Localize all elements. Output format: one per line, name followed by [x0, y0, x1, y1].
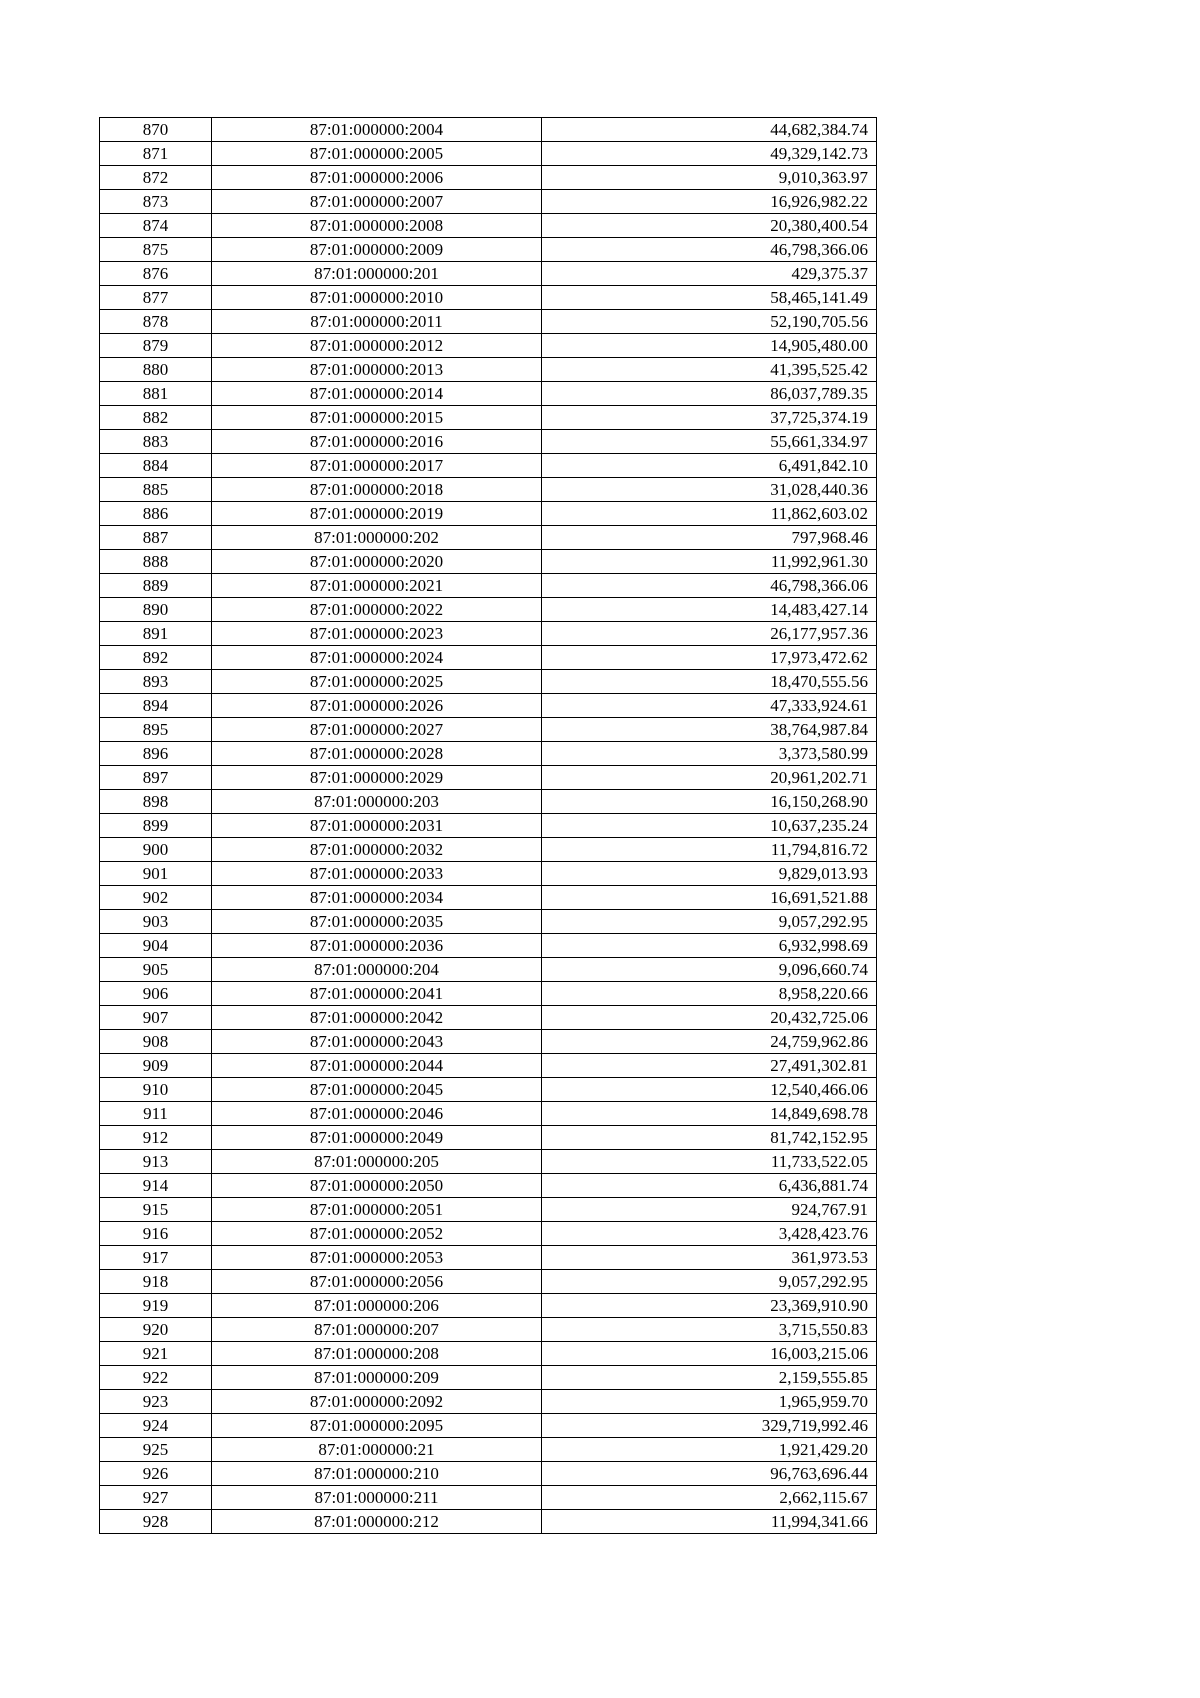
table-row: [100, 694, 877, 718]
amount-cell: 361,973.53: [542, 1246, 877, 1270]
row-number-cell: 920: [100, 1318, 212, 1342]
row-number-cell: 928: [100, 1510, 212, 1534]
cadastral-number-cell: 87:01:000000:2036: [212, 934, 542, 958]
amount-cell: 329,719,992.46: [542, 1414, 877, 1438]
amount-cell: 55,661,334.97: [542, 430, 877, 454]
table-row: [100, 550, 877, 574]
cadastral-number-cell: 87:01:000000:2014: [212, 382, 542, 406]
row-number-cell: 917: [100, 1246, 212, 1270]
cadastral-number-cell: 87:01:000000:201: [212, 262, 542, 286]
amount-cell: 2,662,115.67: [542, 1486, 877, 1510]
row-number-cell: 890: [100, 598, 212, 622]
cadastral-number-cell: 87:01:000000:211: [212, 1486, 542, 1510]
cadastral-number-cell: 87:01:000000:2013: [212, 358, 542, 382]
table-row: [100, 622, 877, 646]
amount-cell: 6,932,998.69: [542, 934, 877, 958]
row-number-cell: 921: [100, 1342, 212, 1366]
row-number-cell: 903: [100, 910, 212, 934]
amount-cell: 3,428,423.76: [542, 1222, 877, 1246]
row-number-cell: 926: [100, 1462, 212, 1486]
cadastral-number-cell: 87:01:000000:2033: [212, 862, 542, 886]
table-row: [100, 1198, 877, 1222]
amount-cell: 24,759,962.86: [542, 1030, 877, 1054]
row-number-cell: 881: [100, 382, 212, 406]
table-row: [100, 1270, 877, 1294]
table-row: [100, 1006, 877, 1030]
table-row: [100, 1318, 877, 1342]
table-row: [100, 214, 877, 238]
table-row: [100, 646, 877, 670]
table-row: [100, 1078, 877, 1102]
table-row: [100, 1366, 877, 1390]
table-row: [100, 1294, 877, 1318]
row-number-cell: 909: [100, 1054, 212, 1078]
cadastral-number-cell: 87:01:000000:2034: [212, 886, 542, 910]
row-number-cell: 923: [100, 1390, 212, 1414]
cadastral-number-cell: 87:01:000000:21: [212, 1438, 542, 1462]
table-row: [100, 1174, 877, 1198]
cadastral-number-cell: 87:01:000000:2032: [212, 838, 542, 862]
row-number-cell: 905: [100, 958, 212, 982]
cadastral-number-cell: 87:01:000000:2029: [212, 766, 542, 790]
row-number-cell: 876: [100, 262, 212, 286]
amount-cell: 924,767.91: [542, 1198, 877, 1222]
table-row: [100, 742, 877, 766]
row-number-cell: 913: [100, 1150, 212, 1174]
row-number-cell: 924: [100, 1414, 212, 1438]
amount-cell: 9,010,363.97: [542, 166, 877, 190]
table-row: [100, 1030, 877, 1054]
cadastral-number-cell: 87:01:000000:2009: [212, 238, 542, 262]
amount-cell: 31,028,440.36: [542, 478, 877, 502]
table-row: [100, 982, 877, 1006]
cadastral-number-cell: 87:01:000000:2031: [212, 814, 542, 838]
row-number-cell: 894: [100, 694, 212, 718]
row-number-cell: 874: [100, 214, 212, 238]
amount-cell: 37,725,374.19: [542, 406, 877, 430]
row-number-cell: 873: [100, 190, 212, 214]
table-row: [100, 118, 877, 142]
table-row: [100, 1462, 877, 1486]
cadastral-number-cell: 87:01:000000:2042: [212, 1006, 542, 1030]
amount-cell: 9,096,660.74: [542, 958, 877, 982]
table-row: [100, 238, 877, 262]
row-number-cell: 922: [100, 1366, 212, 1390]
amount-cell: 52,190,705.56: [542, 310, 877, 334]
cadastral-number-cell: 87:01:000000:2006: [212, 166, 542, 190]
row-number-cell: 906: [100, 982, 212, 1006]
row-number-cell: 902: [100, 886, 212, 910]
cadastral-number-cell: 87:01:000000:2053: [212, 1246, 542, 1270]
amount-cell: 14,483,427.14: [542, 598, 877, 622]
table-row: [100, 382, 877, 406]
table-row: [100, 1150, 877, 1174]
cadastral-number-cell: 87:01:000000:2046: [212, 1102, 542, 1126]
table-row: [100, 190, 877, 214]
cadastral-number-cell: 87:01:000000:2043: [212, 1030, 542, 1054]
amount-cell: 8,958,220.66: [542, 982, 877, 1006]
row-number-cell: 870: [100, 118, 212, 142]
cadastral-number-cell: 87:01:000000:2041: [212, 982, 542, 1006]
amount-cell: 96,763,696.44: [542, 1462, 877, 1486]
amount-cell: 16,150,268.90: [542, 790, 877, 814]
table-row: [100, 406, 877, 430]
table-row: [100, 1126, 877, 1150]
cadastral-number-cell: 87:01:000000:2025: [212, 670, 542, 694]
amount-cell: 3,715,550.83: [542, 1318, 877, 1342]
amount-cell: 12,540,466.06: [542, 1078, 877, 1102]
row-number-cell: 918: [100, 1270, 212, 1294]
row-number-cell: 889: [100, 574, 212, 598]
cadastral-number-cell: 87:01:000000:2015: [212, 406, 542, 430]
cadastral-number-cell: 87:01:000000:2010: [212, 286, 542, 310]
row-number-cell: 914: [100, 1174, 212, 1198]
row-number-cell: 888: [100, 550, 212, 574]
amount-cell: 11,862,603.02: [542, 502, 877, 526]
row-number-cell: 915: [100, 1198, 212, 1222]
row-number-cell: 901: [100, 862, 212, 886]
table-row: [100, 862, 877, 886]
row-number-cell: 886: [100, 502, 212, 526]
table-row: [100, 286, 877, 310]
cadastral-number-cell: 87:01:000000:2026: [212, 694, 542, 718]
cadastral-number-cell: 87:01:000000:2024: [212, 646, 542, 670]
row-number-cell: 883: [100, 430, 212, 454]
amount-cell: 10,637,235.24: [542, 814, 877, 838]
row-number-cell: 877: [100, 286, 212, 310]
cadastral-number-cell: 87:01:000000:203: [212, 790, 542, 814]
table-body: [100, 118, 877, 1534]
row-number-cell: 885: [100, 478, 212, 502]
row-number-cell: 900: [100, 838, 212, 862]
table-row: [100, 526, 877, 550]
amount-cell: 16,003,215.06: [542, 1342, 877, 1366]
cadastral-number-cell: 87:01:000000:2021: [212, 574, 542, 598]
cadastral-number-cell: 87:01:000000:2051: [212, 1198, 542, 1222]
table-row: [100, 574, 877, 598]
row-number-cell: 875: [100, 238, 212, 262]
amount-cell: 41,395,525.42: [542, 358, 877, 382]
table-row: [100, 598, 877, 622]
row-number-cell: 911: [100, 1102, 212, 1126]
row-number-cell: 916: [100, 1222, 212, 1246]
amount-cell: 49,329,142.73: [542, 142, 877, 166]
row-number-cell: 896: [100, 742, 212, 766]
table-row: [100, 262, 877, 286]
cadastral-number-cell: 87:01:000000:2019: [212, 502, 542, 526]
amount-cell: 44,682,384.74: [542, 118, 877, 142]
table-row: [100, 910, 877, 934]
cadastral-number-cell: 87:01:000000:2049: [212, 1126, 542, 1150]
cadastral-number-cell: 87:01:000000:2044: [212, 1054, 542, 1078]
cadastral-number-cell: 87:01:000000:204: [212, 958, 542, 982]
amount-cell: 11,994,341.66: [542, 1510, 877, 1534]
row-number-cell: 925: [100, 1438, 212, 1462]
amount-cell: 11,992,961.30: [542, 550, 877, 574]
table-row: [100, 1102, 877, 1126]
row-number-cell: 872: [100, 166, 212, 190]
amount-cell: 9,829,013.93: [542, 862, 877, 886]
cadastral-number-cell: 87:01:000000:2023: [212, 622, 542, 646]
table-row: [100, 934, 877, 958]
table-row: [100, 670, 877, 694]
row-number-cell: 910: [100, 1078, 212, 1102]
row-number-cell: 895: [100, 718, 212, 742]
row-number-cell: 871: [100, 142, 212, 166]
table-row: [100, 1486, 877, 1510]
table-row: [100, 430, 877, 454]
table-row: [100, 166, 877, 190]
amount-cell: 20,380,400.54: [542, 214, 877, 238]
row-number-cell: 880: [100, 358, 212, 382]
cadastral-number-cell: 87:01:000000:2007: [212, 190, 542, 214]
table-row: [100, 334, 877, 358]
table-row: [100, 718, 877, 742]
table-row: [100, 838, 877, 862]
amount-cell: 6,491,842.10: [542, 454, 877, 478]
cadastral-number-cell: 87:01:000000:2008: [212, 214, 542, 238]
table-row: [100, 1414, 877, 1438]
amount-cell: 9,057,292.95: [542, 1270, 877, 1294]
amount-cell: 3,373,580.99: [542, 742, 877, 766]
cadastral-number-cell: 87:01:000000:2027: [212, 718, 542, 742]
cadastral-number-cell: 87:01:000000:2011: [212, 310, 542, 334]
amount-cell: 1,965,959.70: [542, 1390, 877, 1414]
row-number-cell: 892: [100, 646, 212, 670]
table-row: [100, 310, 877, 334]
cadastral-number-cell: 87:01:000000:2035: [212, 910, 542, 934]
amount-cell: 14,849,698.78: [542, 1102, 877, 1126]
row-number-cell: 898: [100, 790, 212, 814]
cadastral-number-cell: 87:01:000000:2012: [212, 334, 542, 358]
row-number-cell: 899: [100, 814, 212, 838]
table-row: [100, 1054, 877, 1078]
table-row: [100, 142, 877, 166]
cadastral-number-cell: 87:01:000000:206: [212, 1294, 542, 1318]
cadastral-number-cell: 87:01:000000:2092: [212, 1390, 542, 1414]
table-row: [100, 958, 877, 982]
amount-cell: 46,798,366.06: [542, 574, 877, 598]
table-row: [100, 358, 877, 382]
cadastral-number-cell: 87:01:000000:2005: [212, 142, 542, 166]
table-row: [100, 1222, 877, 1246]
amount-cell: 11,733,522.05: [542, 1150, 877, 1174]
table-row: [100, 1390, 877, 1414]
row-number-cell: 912: [100, 1126, 212, 1150]
cadastral-number-cell: 87:01:000000:2052: [212, 1222, 542, 1246]
cadastral-number-cell: 87:01:000000:2095: [212, 1414, 542, 1438]
amount-cell: 6,436,881.74: [542, 1174, 877, 1198]
amount-cell: 47,333,924.61: [542, 694, 877, 718]
table-row: [100, 1342, 877, 1366]
cadastral-number-cell: 87:01:000000:207: [212, 1318, 542, 1342]
row-number-cell: 891: [100, 622, 212, 646]
amount-cell: 9,057,292.95: [542, 910, 877, 934]
amount-cell: 86,037,789.35: [542, 382, 877, 406]
amount-cell: 38,764,987.84: [542, 718, 877, 742]
amount-cell: 1,921,429.20: [542, 1438, 877, 1462]
amount-cell: 16,926,982.22: [542, 190, 877, 214]
amount-cell: 46,798,366.06: [542, 238, 877, 262]
amount-cell: 429,375.37: [542, 262, 877, 286]
row-number-cell: 884: [100, 454, 212, 478]
amount-cell: 23,369,910.90: [542, 1294, 877, 1318]
table-row: [100, 886, 877, 910]
table-row: [100, 1438, 877, 1462]
amount-cell: 58,465,141.49: [542, 286, 877, 310]
row-number-cell: 919: [100, 1294, 212, 1318]
amount-cell: 27,491,302.81: [542, 1054, 877, 1078]
amount-cell: 81,742,152.95: [542, 1126, 877, 1150]
row-number-cell: 897: [100, 766, 212, 790]
row-number-cell: 908: [100, 1030, 212, 1054]
cadastral-number-cell: 87:01:000000:2018: [212, 478, 542, 502]
table-row: [100, 790, 877, 814]
row-number-cell: 927: [100, 1486, 212, 1510]
amount-cell: 26,177,957.36: [542, 622, 877, 646]
data-table: [99, 117, 877, 1534]
data-table-container: [99, 117, 877, 1534]
row-number-cell: 887: [100, 526, 212, 550]
cadastral-number-cell: 87:01:000000:2028: [212, 742, 542, 766]
cadastral-number-cell: 87:01:000000:2050: [212, 1174, 542, 1198]
amount-cell: 18,470,555.56: [542, 670, 877, 694]
amount-cell: 797,968.46: [542, 526, 877, 550]
table-row: [100, 1510, 877, 1534]
row-number-cell: 907: [100, 1006, 212, 1030]
table-row: [100, 1246, 877, 1270]
amount-cell: 16,691,521.88: [542, 886, 877, 910]
cadastral-number-cell: 87:01:000000:2056: [212, 1270, 542, 1294]
amount-cell: 20,961,202.71: [542, 766, 877, 790]
cadastral-number-cell: 87:01:000000:212: [212, 1510, 542, 1534]
cadastral-number-cell: 87:01:000000:210: [212, 1462, 542, 1486]
cadastral-number-cell: 87:01:000000:2022: [212, 598, 542, 622]
table-row: [100, 766, 877, 790]
table-row: [100, 454, 877, 478]
cadastral-number-cell: 87:01:000000:2016: [212, 430, 542, 454]
cadastral-number-cell: 87:01:000000:2020: [212, 550, 542, 574]
amount-cell: 14,905,480.00: [542, 334, 877, 358]
amount-cell: 2,159,555.85: [542, 1366, 877, 1390]
cadastral-number-cell: 87:01:000000:209: [212, 1366, 542, 1390]
cadastral-number-cell: 87:01:000000:202: [212, 526, 542, 550]
row-number-cell: 893: [100, 670, 212, 694]
cadastral-number-cell: 87:01:000000:2017: [212, 454, 542, 478]
cadastral-number-cell: 87:01:000000:2045: [212, 1078, 542, 1102]
cadastral-number-cell: 87:01:000000:2004: [212, 118, 542, 142]
amount-cell: 20,432,725.06: [542, 1006, 877, 1030]
table-row: [100, 502, 877, 526]
table-row: [100, 814, 877, 838]
amount-cell: 17,973,472.62: [542, 646, 877, 670]
cadastral-number-cell: 87:01:000000:208: [212, 1342, 542, 1366]
row-number-cell: 879: [100, 334, 212, 358]
cadastral-number-cell: 87:01:000000:205: [212, 1150, 542, 1174]
row-number-cell: 878: [100, 310, 212, 334]
amount-cell: 11,794,816.72: [542, 838, 877, 862]
row-number-cell: 904: [100, 934, 212, 958]
row-number-cell: 882: [100, 406, 212, 430]
table-row: [100, 478, 877, 502]
